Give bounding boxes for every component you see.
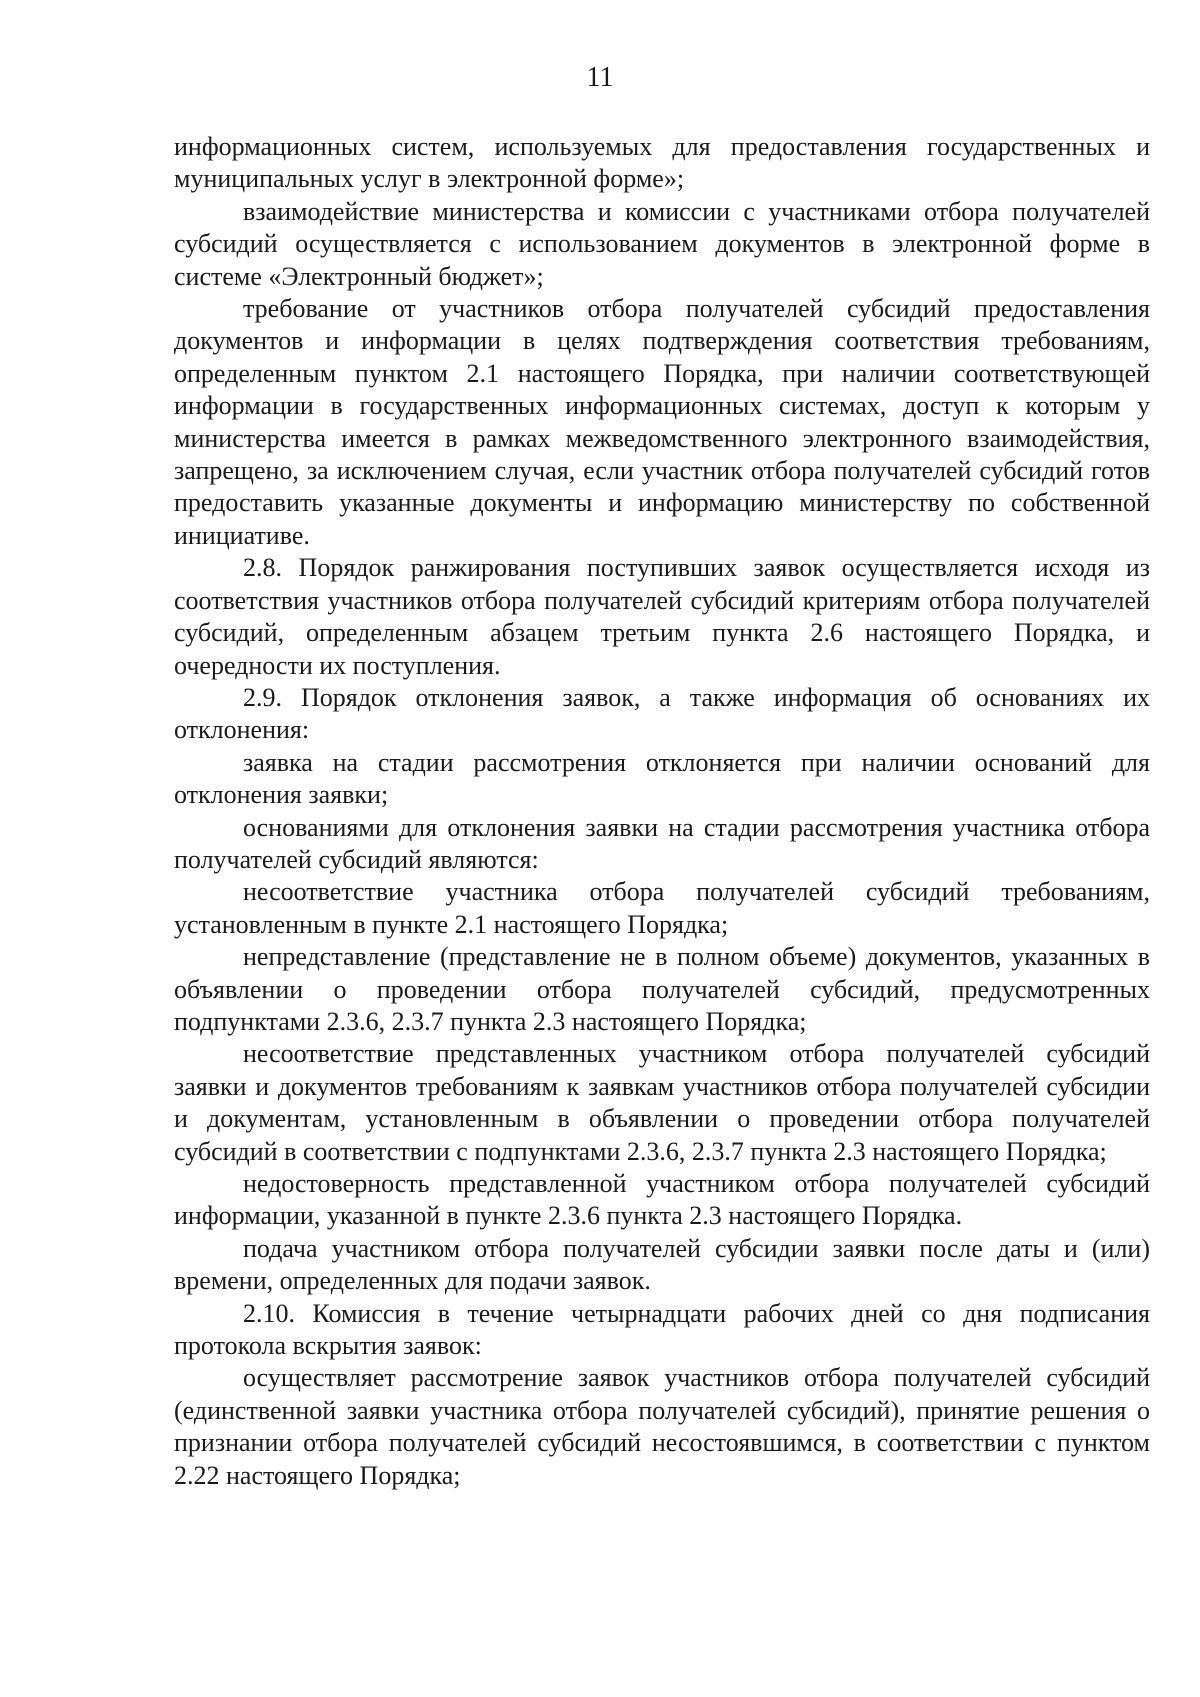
paragraph: основаниями для отклонения заявки на стадии рассмотрения участника отбора получателей субсидий являются:: [174, 812, 1150, 874]
paragraph: 2.8. Порядок ранжирования поступивших заявок осуществляется исходя из соответствия участников отбора получателей субсидий критериям отбора получателей субсидий, определенным абзацем третьим пункта 2.6 настоящего Порядка, и очередности их поступления.: [174, 553, 1150, 680]
paragraph: заявка на стадии рассмотрения отклоняется при наличии оснований для отклонения заявки;: [174, 747, 1150, 810]
paragraph: 2.10. Комиссия в течение четырнадцати рабочих дней со дня подписания протокола вскрытия заявок:: [174, 1298, 1150, 1361]
paragraph: подача участником отбора получателей субсидии заявки после даты и (или) времени, определенных для подачи заявок.: [174, 1233, 1150, 1296]
paragraph-continuation: информационных систем, используемых для предоставления государственных и муниципальных услуг в электронной форме»;: [174, 132, 1150, 194]
page-number: 11: [586, 62, 614, 93]
paragraph: несоответствие участника отбора получателей субсидий требованиям, установленным в пункте 2.1 настоящего Порядка;: [174, 877, 1150, 939]
paragraph: взаимодействие министерства и комиссии с участниками отбора получателей субсидий осуществляется с использованием документов в электронной форме в системе «Электронный бюджет»;: [174, 196, 1150, 291]
document-body: [174, 131, 1150, 1492]
paragraph: непредставление (представление не в полном объеме) документов, указанных в объявлении о проведении отбора получателей субсидий, предусмотренных подпунктами 2.3.6, 2.3.7 пункта 2.3 настоящего Порядка;: [174, 942, 1150, 1036]
paragraph: несоответствие представленных участником отбора получателей субсидий заявки и документов требованиям к заявкам участников отбора получателей субсидии и документам, установленным в объявлении о проведении отбора получателей субсидий в соответствии с подпунктами 2.3.6, 2.3.7 пункта 2.3 настоящего Порядка;: [174, 1039, 1150, 1166]
paragraph: 2.9. Порядок отклонения заявок, а также информация об основаниях их отклонения:: [174, 682, 1150, 745]
paragraph: недостоверность представленной участником отбора получателей субсидий информации, указанной в пункте 2.3.6 пункта 2.3 настоящего Порядка.: [174, 1169, 1150, 1231]
paragraph: требование от участников отбора получателей субсидий предоставления документов и информации в целях подтверждения соответствия требованиям, определенным пунктом 2.1 настоящего Порядка, при наличии соответствующей информации в государственных информационных системах, доступ к которым у министерства имеется в рамках межведомственного электронного взаимодействия, запрещено, за исключением случая, если участник отбора получателей субсидий готов предоставить указанные документы и информацию министерству по собственной инициативе.: [174, 294, 1150, 550]
paragraph: осуществляет рассмотрение заявок участников отбора получателей субсидий (единственной заявки участника отбора получателей субсидий), принятие решения о признании отбора получателей субсидий несостоявшимся, в соответствии с пунктом 2.22 настоящего Порядка;: [174, 1363, 1150, 1490]
